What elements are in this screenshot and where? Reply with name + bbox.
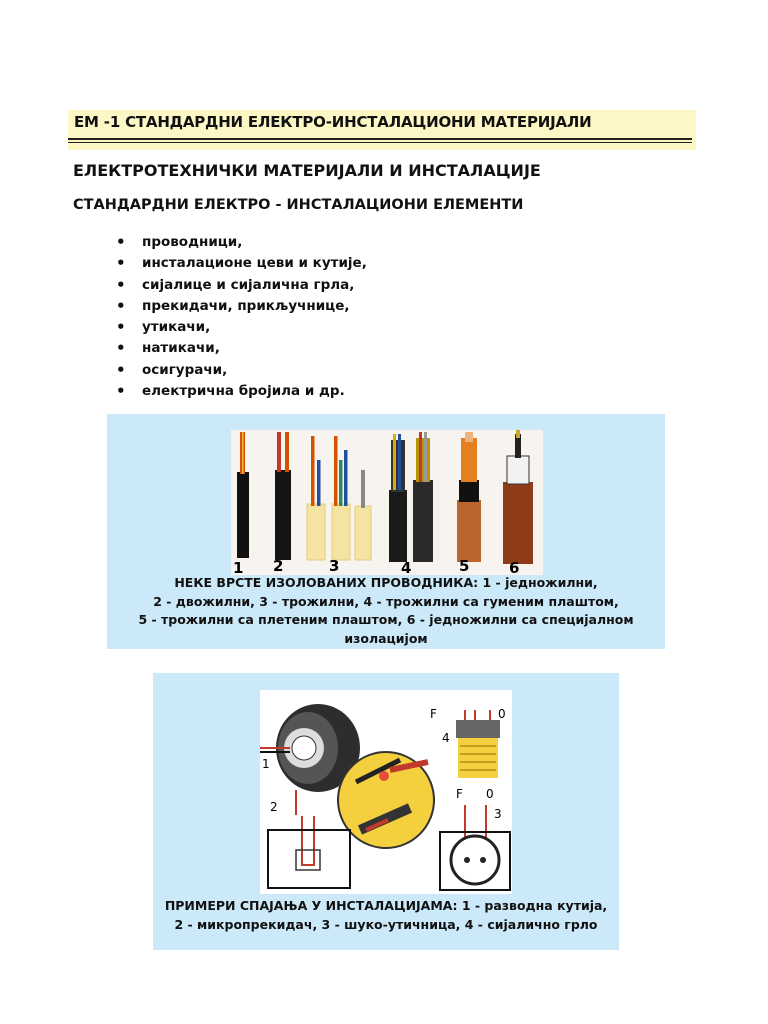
conductors-figure (107, 414, 665, 649)
label-0-mid: 0 (486, 787, 494, 801)
micro-switch (268, 816, 350, 888)
label-4: 4 (442, 731, 450, 745)
caption-line: 2 - микропрекидач, 3 - шуко-утичница, 4 - сијалично грло (174, 916, 598, 932)
list-item: • осигурачи, (114, 360, 367, 381)
three-core-cable (307, 436, 371, 560)
label-2: 2 (270, 800, 278, 814)
connections-illustration (260, 690, 512, 894)
rubber-sheathed-cable (389, 432, 433, 562)
connections-image (260, 690, 512, 894)
connections-figure (153, 673, 619, 950)
conductors-image (231, 430, 543, 575)
caption-line: 5 - трожилни са плетеним плаштом, 6 - једножилни са специјалном (138, 612, 634, 627)
label-f-mid: F (456, 787, 463, 801)
two-core-cable (275, 432, 291, 560)
label-f-top: F (430, 707, 437, 721)
list-item: • сијалице и сијалична грла, (114, 275, 367, 296)
lamp-socket (456, 710, 500, 778)
title-banner (68, 110, 696, 150)
number-label: 5 (459, 557, 470, 575)
wire-connection-detail (338, 752, 434, 848)
number-label: 2 (273, 557, 284, 575)
number-label: 3 (329, 557, 340, 575)
label-3: 3 (494, 807, 502, 821)
caption-line: изолацијом (344, 630, 428, 646)
list-item: • проводници, (114, 232, 367, 253)
caption-line: ПРИМЕРИ СПАЈАЊА У ИНСТАЛАЦИЈАМА: 1 - разводна кутија, (164, 898, 608, 913)
elements-list (114, 232, 367, 402)
braided-sheathed-cable (457, 432, 481, 562)
number-label: 4 (401, 559, 412, 575)
conductors-illustration (231, 430, 543, 575)
list-item: • инсталационе цеви и кутије, (114, 253, 367, 274)
document-title: ЕМ -1 СТАНДАРДНИ ЕЛЕКТРО-ИНСТАЛАЦИОНИ МАТЕРИЈАЛИ (74, 113, 592, 131)
label-0-top: 0 (498, 707, 506, 721)
label-1: 1 (262, 757, 270, 771)
connections-caption (153, 897, 619, 934)
caption-line: НЕКЕ ВРСТЕ ИЗОЛОВАНИХ ПРОВОДНИКА: 1 - једножилни, (174, 575, 598, 590)
list-item: • електрична бројила и др. (114, 381, 367, 402)
list-item: • утикачи, (114, 317, 367, 338)
title-rule-thin (68, 142, 692, 143)
main-heading: ЕЛЕКТРОТЕХНИЧКИ МАТЕРИЈАЛИ И ИНСТАЛАЦИЈЕ (73, 161, 541, 180)
single-core-cable (237, 432, 249, 558)
number-label: 6 (509, 559, 520, 575)
list-item: • натикачи, (114, 338, 367, 359)
sub-heading: СТАНДАРДНИ ЕЛЕКТРО - ИНСТАЛАЦИОНИ ЕЛЕМЕНТИ (73, 197, 524, 213)
conductors-caption (107, 574, 665, 648)
special-insulation-cable (503, 430, 533, 564)
caption-line: 2 - двожилни, 3 - трожилни, 4 - трожилни са гуменим плаштом, (153, 593, 619, 609)
number-label: 1 (233, 559, 244, 575)
title-rule (68, 138, 692, 140)
list-item: • прекидачи, прикључнице, (114, 296, 367, 317)
